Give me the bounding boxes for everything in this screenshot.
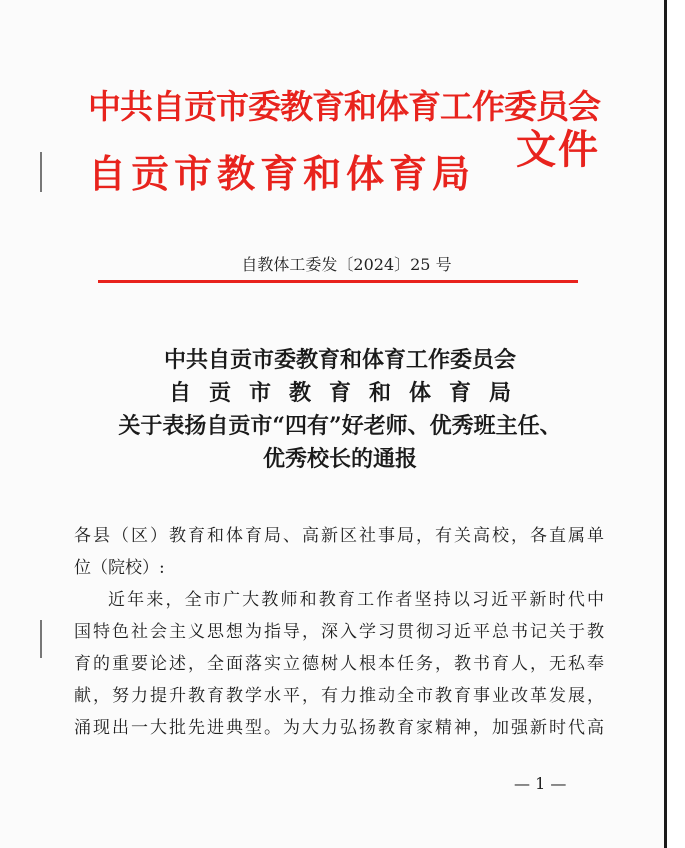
body-line: 各县（区）教育和体育局、高新区社事局，有关高校，各直属单 — [74, 526, 604, 546]
scan-edge-line — [664, 0, 667, 848]
page-number: — 1 — — [514, 774, 567, 793]
document-number: 自教体工委发〔2024〕25 号 — [241, 255, 452, 274]
body-line: 涌现出一大批先进典型。为大力弘扬教育家精神，加强新时代高 — [74, 718, 604, 738]
title-line-3: 关于表扬自贡市“四有”好老师、优秀班主任、 — [118, 413, 562, 439]
body-line: 近年来，全市广大教师和教育工作者坚持以习近平新时代中 — [108, 590, 604, 610]
body-line: 育的重要论述，全面落实立德树人根本任务，教书育人，无私奉 — [74, 654, 604, 674]
body-line: 献，努力提升教育教学水平，有力推动全市教育事业改革发展， — [74, 686, 604, 706]
binding-mark — [40, 620, 42, 658]
binding-mark — [40, 152, 42, 192]
body-line: 国特色社会主义思想为指导，深入学习贯彻习近平总书记关于教 — [74, 622, 604, 642]
issuer-education-bureau: 自贡市教育和体育局 — [88, 151, 476, 196]
title-line-2: 自贡市教育和体育局 — [168, 380, 529, 406]
scan-margin — [667, 0, 685, 848]
body-text — [74, 520, 604, 744]
title-line-4: 优秀校长的通报 — [262, 446, 417, 472]
issuer-party-committee: 中共自贡市委教育和体育工作委员会 — [88, 87, 600, 126]
red-divider-rule — [98, 280, 578, 283]
file-label: 文件 — [516, 126, 600, 173]
title-line-1: 中共自贡市委教育和体育工作委员会 — [163, 347, 516, 373]
document-title — [60, 344, 620, 476]
body-line: 位（院校）: — [74, 558, 165, 578]
